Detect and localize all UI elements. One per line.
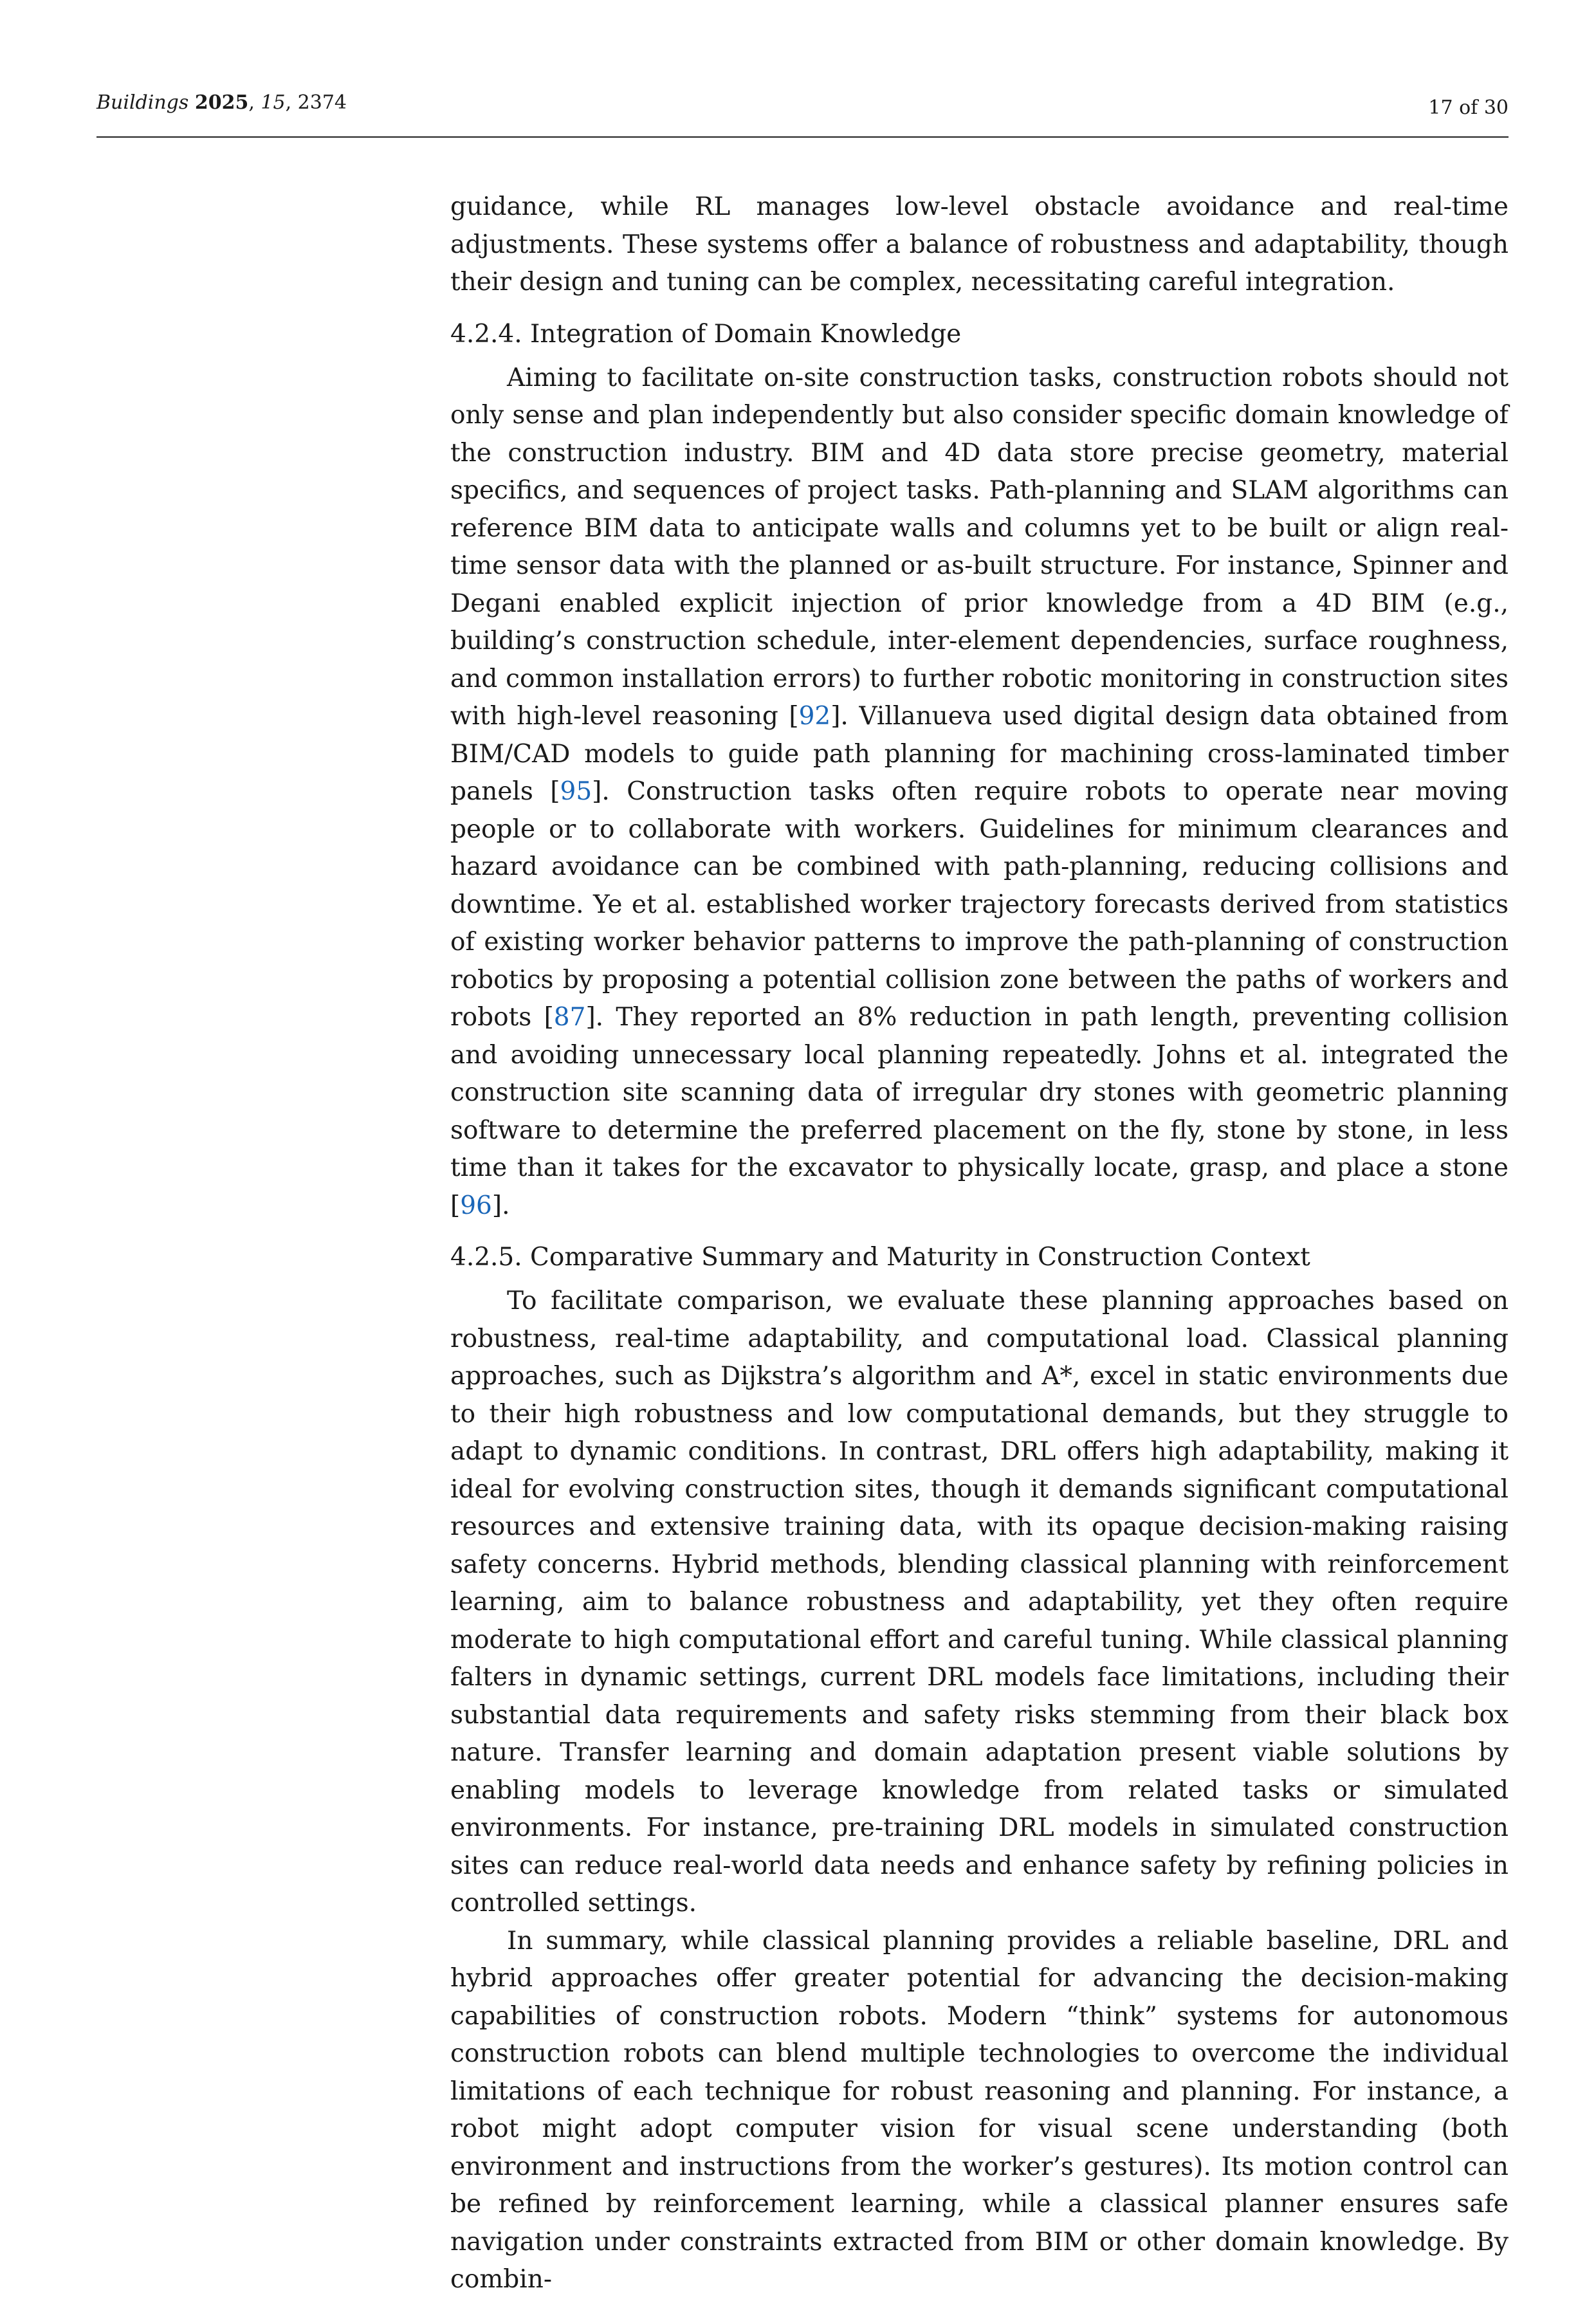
paragraph-summary: In summary, while classical planning provides a reliable baseline, DRL and hybrid approaches offer greater potential for advancing the decision-making capabilities of construction robots. Modern “think” systems for autonomous construction robots can blend multiple technologies to overcome the individual limitations of each technique for robust reasoning and planning. For instance, a robot might adopt computer vision for visual scene understanding (both environment and instructions from the worker’s gestures). Its motion control can be refined by reinforcement learning, while a classical planner ensures safe navigation under constraints extracted from BIM or other domain knowledge. By combin- xyxy=(450,1926,1509,2294)
paragraph-text: ]. They reported an 8% reduction in path length, preventing collision and avoiding unnecessary local planning repeatedly. Johns et al. integrated the construction site scanning data of irregular dry stones with geometric planning software to determine the preferred placement on the fly, stone by stone, in less time than it takes for the excavator to physically locate, grasp, and place a stone [ xyxy=(450,1003,1509,1220)
paragraph-text: ]. Villanueva used digital design data obtained from BIM/CAD models to guide path planning for machining cross-laminated timber panels [ xyxy=(450,702,1509,806)
journal-name: Buildings xyxy=(96,91,189,114)
main-content xyxy=(450,188,1509,2299)
journal-year: 2025 xyxy=(194,91,249,114)
page-header xyxy=(96,91,1509,138)
paragraph-text: ]. xyxy=(491,1191,510,1220)
paragraph-continuation: guidance, while RL manages low-level obstacle avoidance and real-time adjustments. These systems offer a balance of robustness and adaptability, though their design and tuning can be complex, necessitating careful integration. xyxy=(450,192,1509,297)
article-number: 2374 xyxy=(297,91,347,114)
citation-link[interactable]: 96 xyxy=(460,1191,492,1220)
paragraph-domain-knowledge xyxy=(450,360,1509,1225)
section-heading-4-2-4: 4.2.4. Integration of Domain Knowledge xyxy=(450,319,962,349)
citation-link[interactable]: 87 xyxy=(553,1003,586,1032)
paragraph-text: ]. Construction tasks often require robots to operate near moving people or to collaborate with workers. Guidelines for minimum clearances and hazard avoidance can be combined with path-planning, reducing collisions and downtime. Ye et al. established worker trajectory forecasts derived from statistics of existing worker behavior patterns to improve the path-planning of construction robotics by proposing a potential collision zone between the paths of workers and robots [ xyxy=(450,777,1509,1032)
paragraph-comparative-summary: To facilitate comparison, we evaluate these planning approaches based on robustness, real-time adaptability, and computational load. Classical planning approaches, such as Dijkstra’s algorithm and A*, excel in static environments due to their high robustness and low computational demands, but they struggle to adapt to dynamic conditions. In contrast, DRL offers high adaptability, making it ideal for evolving construction sites, though it demands significant computational resources and extensive training data, with its opaque decision-making raising safety concerns. Hybrid methods, blending classical planning with reinforcement learning, aim to balance robustness and adaptability, yet they often require moderate to high computational effort and careful tuning. While classical planning falters in dynamic settings, current DRL models face limitations, including their substantial data requirements and safety risks stemming from their black box nature. Transfer learning and domain adaptation present viable solutions by enabling models to leverage knowledge from related tasks or simulated environments. For instance, pre-training DRL models in simulated construction sites can reduce real-world data needs and enhance safety by refining policies in controlled settings. xyxy=(450,1287,1509,1918)
citation-link[interactable]: 95 xyxy=(560,777,592,806)
paragraph-text: Aiming to facilitate on-site construction tasks, construction robots should not only sense and plan independently but also consider specific domain knowledge of the construction industry. BIM and 4D data store precise geometry, material specifics, and sequences of project tasks. Path-planning and SLAM algorithms can reference BIM data to anticipate walls and columns yet to be built or align real-time sensor data with the planned or as-built structure. For instance, Spinner and Degani enabled explicit injection of prior knowledge from a 4D BIM (e.g., building’s construction schedule, inter-element dependencies, surface roughness, and common installation errors) to further robotic monitoring in construction sites with high-level reasoning [ xyxy=(450,363,1509,731)
page-number: 17 of 30 xyxy=(1428,96,1509,119)
section-heading-4-2-5: 4.2.5. Comparative Summary and Maturity in Construction Context xyxy=(450,1243,1310,1272)
citation-link[interactable]: 92 xyxy=(798,702,831,731)
journal-volume: 15 xyxy=(261,91,286,114)
journal-citation: Buildings 2025, 15, 2374 xyxy=(96,91,347,114)
